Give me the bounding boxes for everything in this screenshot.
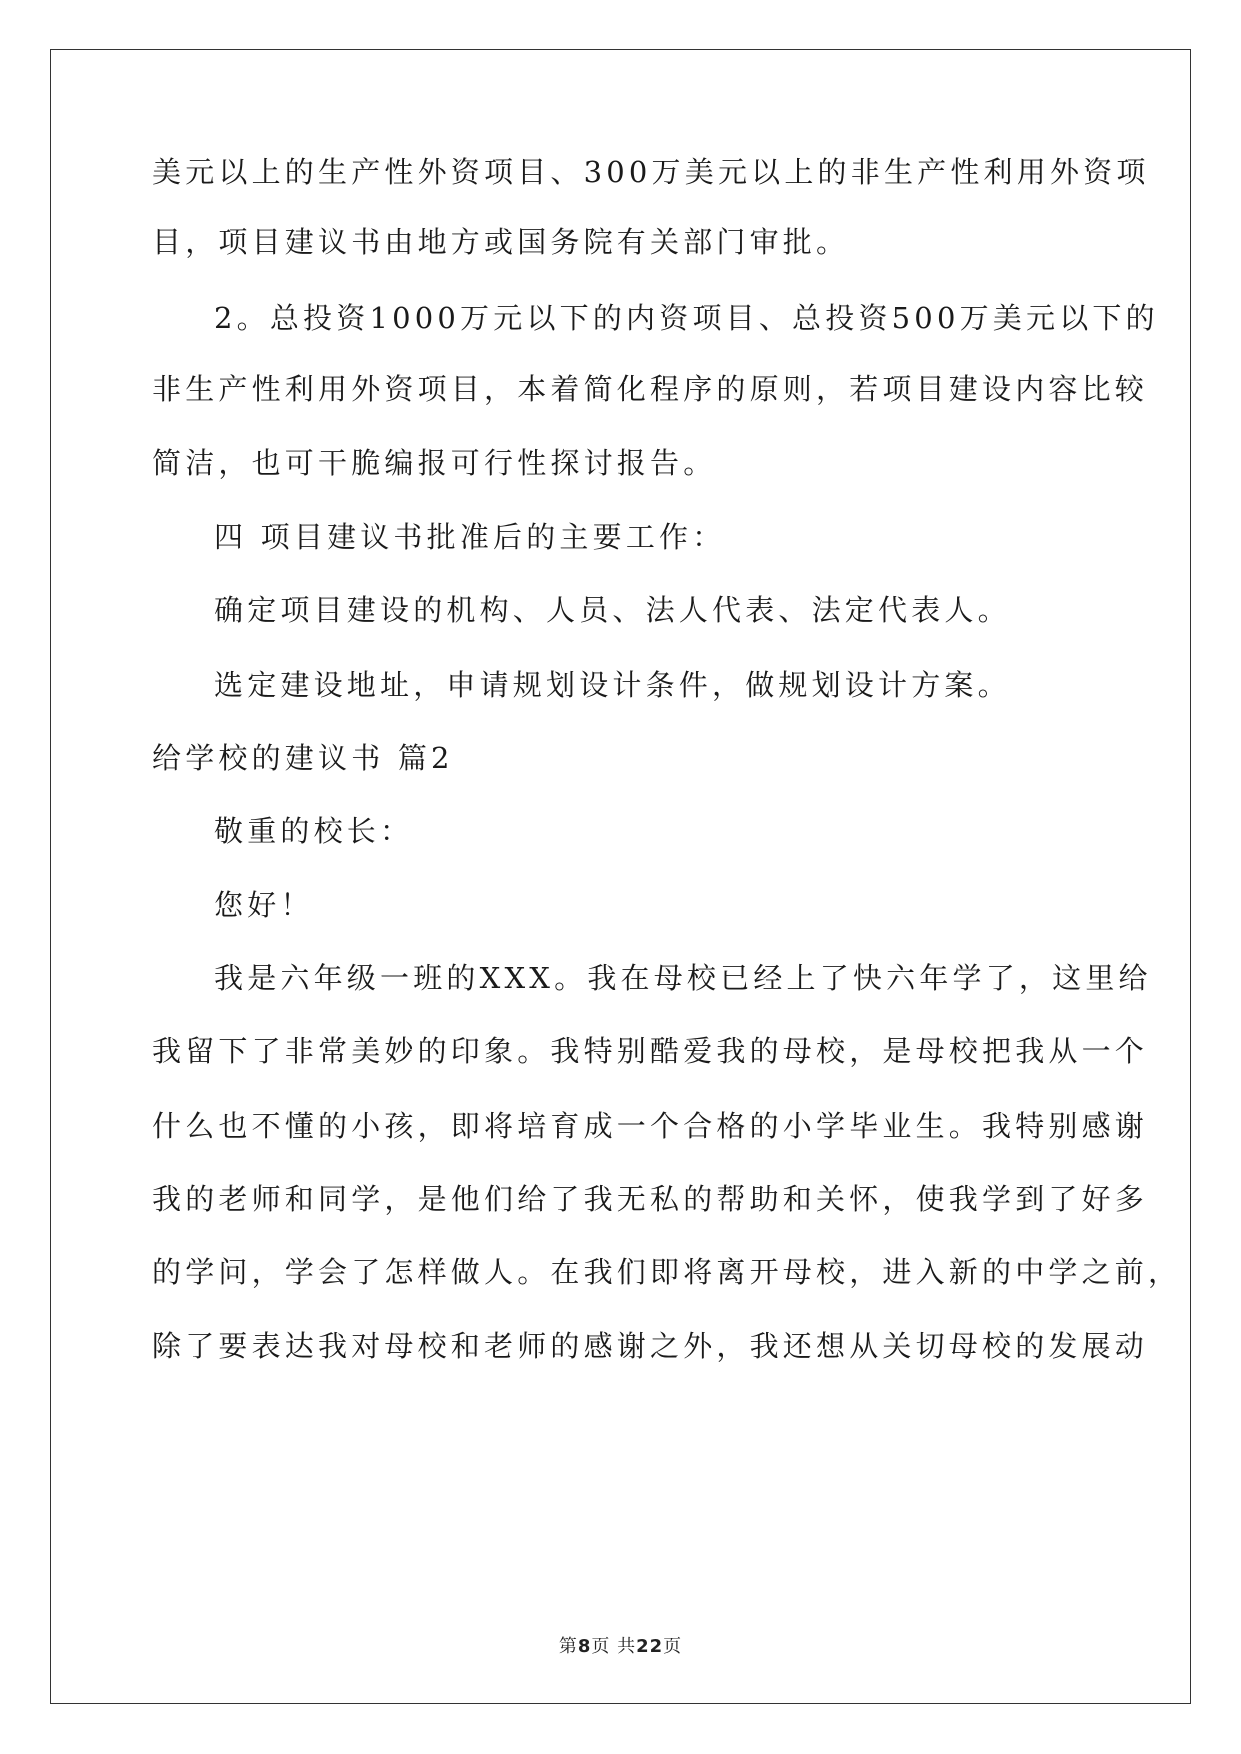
text-line: 简洁，也可干脆编报可行性探讨报告。 bbox=[152, 446, 717, 480]
text-line: 目，项目建议书由地方或国务院有关部门审批。 bbox=[152, 225, 850, 259]
text-line: 非生产性利用外资项目，本着简化程序的原则，若项目建设内容比较 bbox=[152, 372, 1149, 406]
text-line: 我的老师和同学，是他们给了我无私的帮助和关怀，使我学到了好多 bbox=[152, 1182, 1149, 1216]
total-pages-number: 22 bbox=[636, 1636, 664, 1657]
text-line: 的学问，学会了怎样做人。在我们即将离开母校，进入新的中学之前， bbox=[152, 1255, 1182, 1289]
article-title: 给学校的建议书 篇2 bbox=[152, 741, 454, 775]
text-line: 确定项目建设的机构、人员、法人代表、法定代表人。 bbox=[214, 593, 1011, 627]
section-heading: 四 项目建议书批准后的主要工作： bbox=[214, 520, 726, 554]
text-line: 我留下了非常美妙的印象。我特别酷爱我的母校，是母校把我从一个 bbox=[152, 1034, 1149, 1068]
greeting: 您好！ bbox=[214, 888, 314, 922]
text-line: 除了要表达我对母校和老师的感谢之外，我还想从关切母校的发展动 bbox=[152, 1329, 1149, 1363]
text-line: 什么也不懂的小孩，即将培育成一个合格的小学毕业生。我特别感谢 bbox=[152, 1109, 1149, 1143]
footer-prefix: 第 bbox=[558, 1636, 578, 1657]
text-line: 美元以上的生产性外资项目、300万美元以上的非生产性利用外资项 bbox=[152, 155, 1150, 189]
text-line: 我是六年级一班的XXX。我在母校已经上了快六年学了，这里给 bbox=[214, 961, 1152, 995]
footer-middle: 页 共 bbox=[591, 1636, 637, 1657]
footer-suffix: 页 bbox=[663, 1636, 683, 1657]
salutation: 敬重的校长： bbox=[214, 814, 414, 848]
text-line: 2。总投资1000万元以下的内资项目、总投资500万美元以下的 bbox=[214, 301, 1159, 335]
page-footer bbox=[0, 1632, 1241, 1658]
text-line: 选定建设地址，申请规划设计条件，做规划设计方案。 bbox=[214, 668, 1011, 702]
current-page-number: 8 bbox=[577, 1636, 592, 1657]
